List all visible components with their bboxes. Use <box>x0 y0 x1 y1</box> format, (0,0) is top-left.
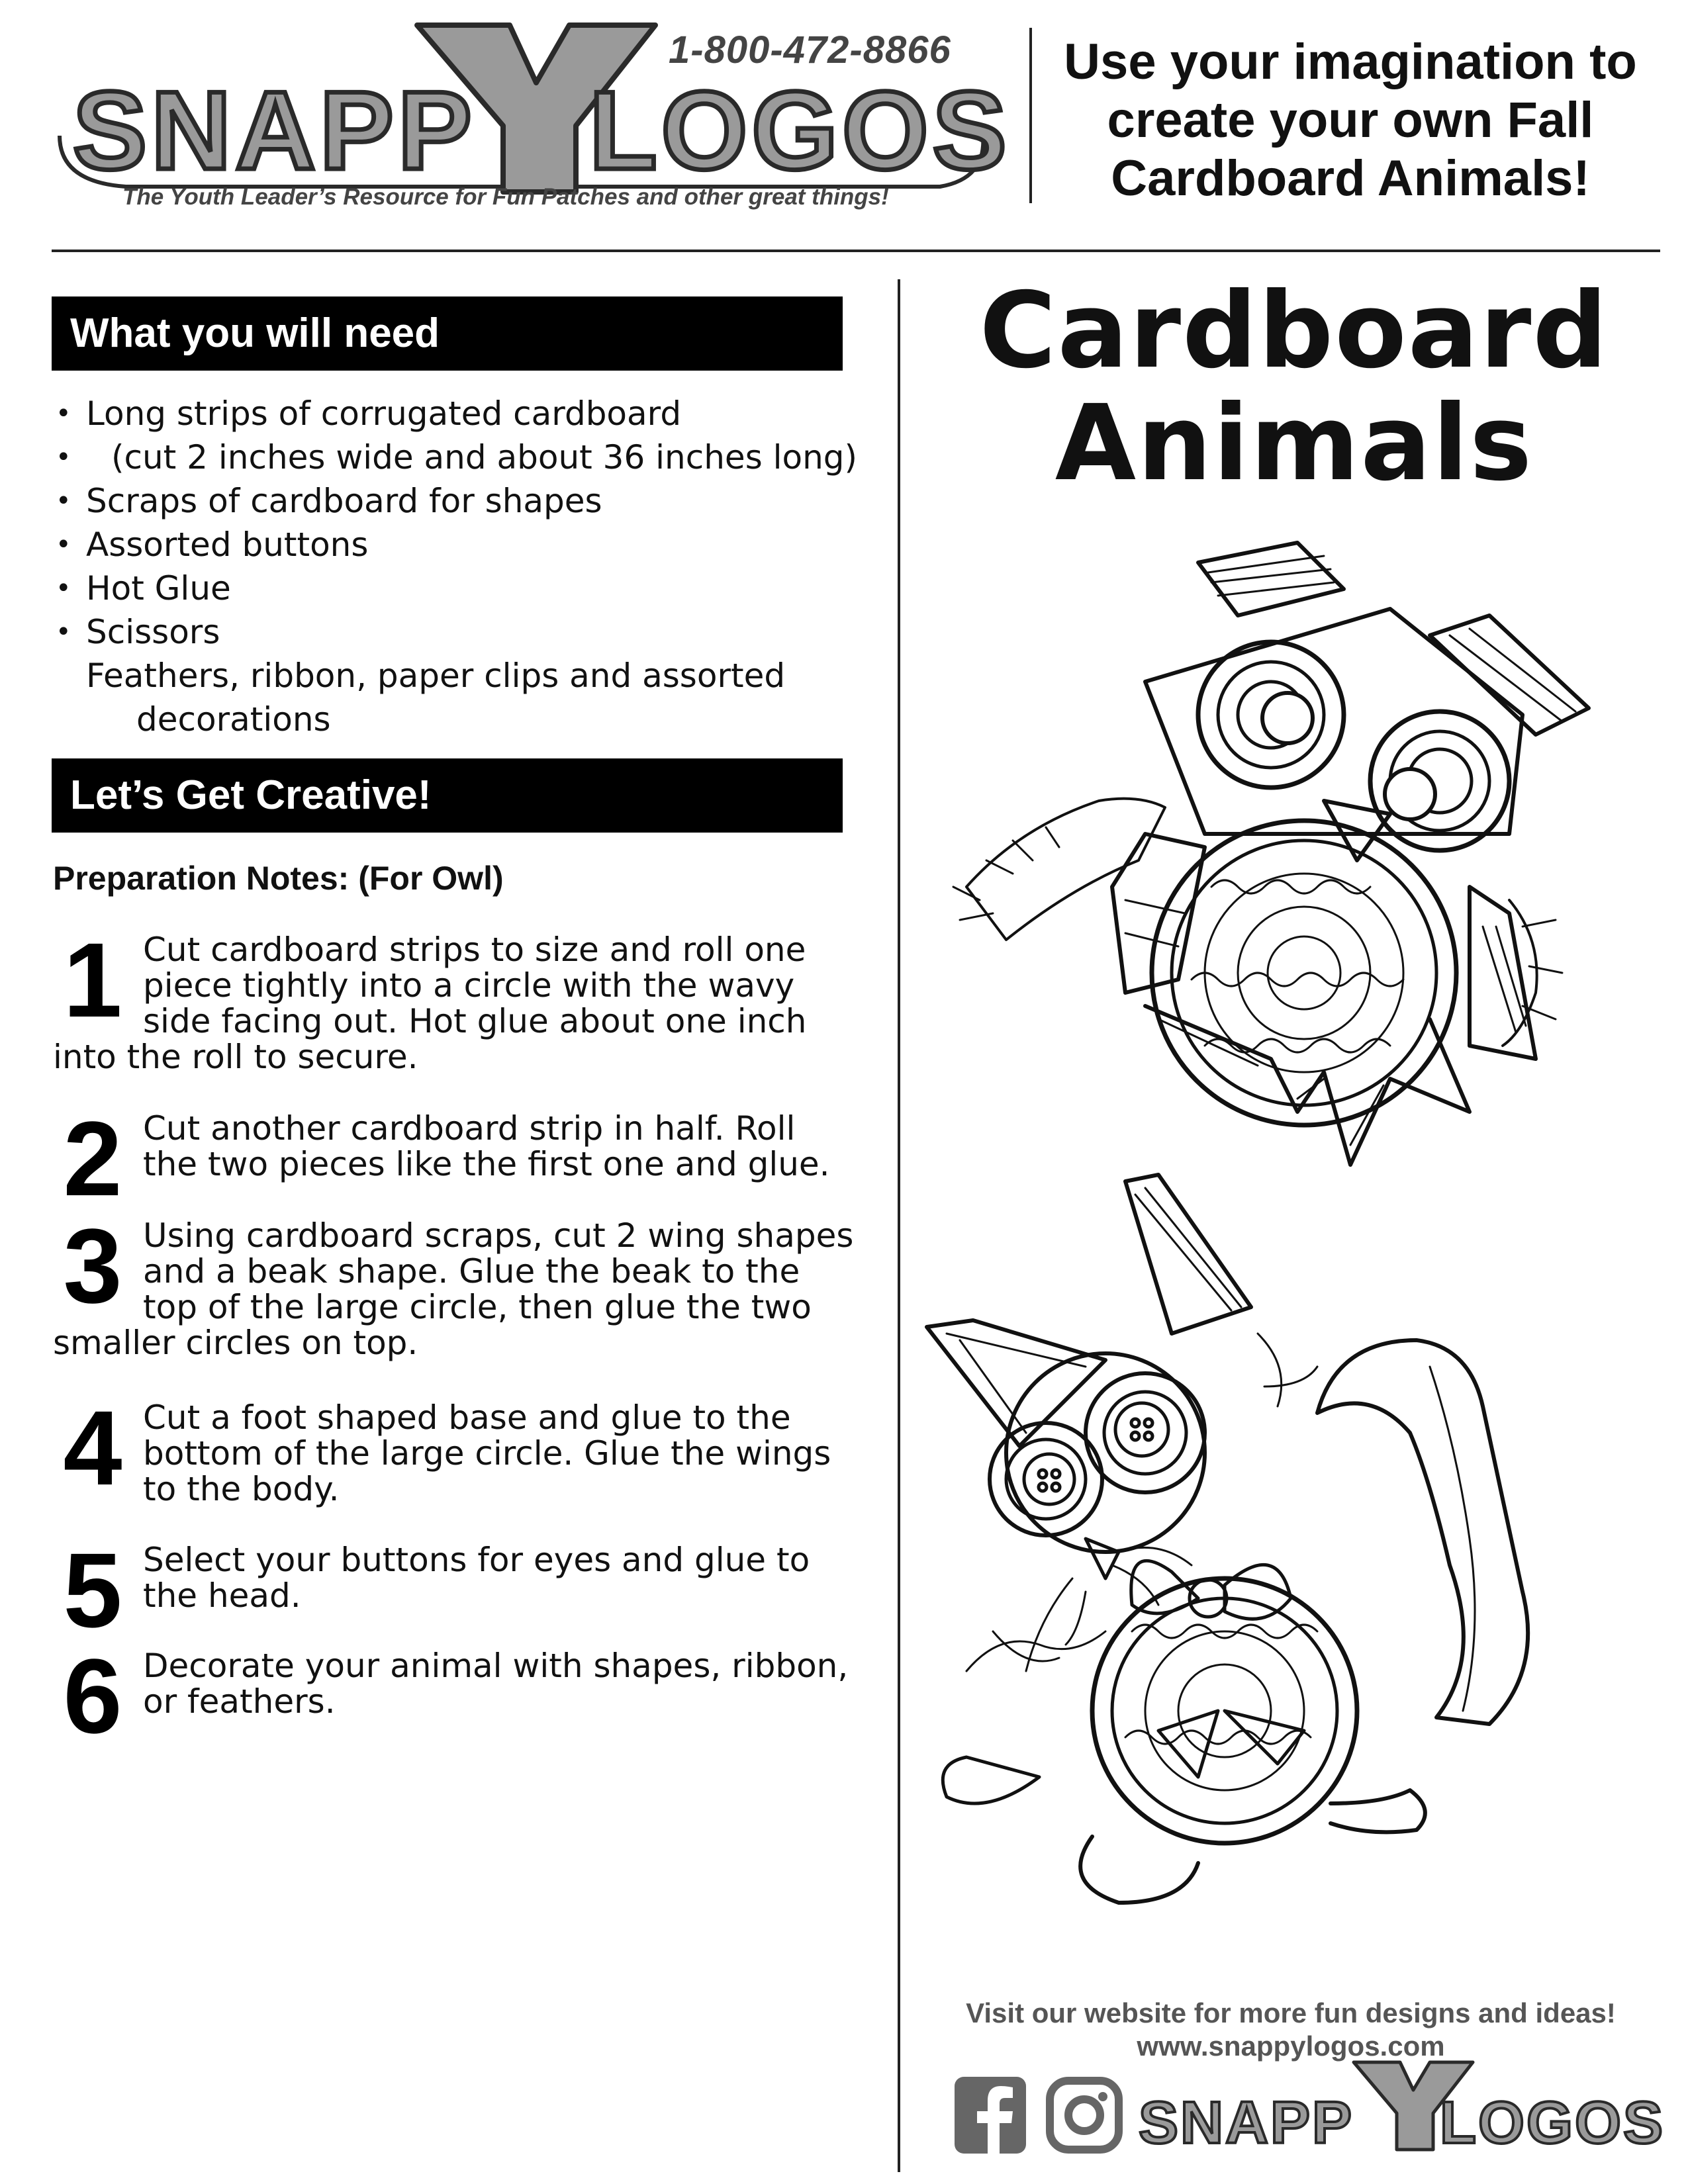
list-item: • Long strips of corrugated cardboard <box>52 392 872 435</box>
step-3 <box>53 1206 857 1362</box>
owl-illustration <box>927 516 1609 1185</box>
step-text: Cut a foot shaped base and glue to the bottom of the large circle. Glue the wings to the body. <box>143 1398 831 1508</box>
header-headline <box>1036 33 1665 208</box>
step-number: 1 <box>63 921 122 1039</box>
footer-logo-text-right: LOGOS <box>1440 2090 1665 2156</box>
step-number: 3 <box>63 1206 122 1325</box>
page-title-line1: Cardboard <box>979 270 1609 392</box>
phone-number: 1-800-472-8866 <box>669 28 951 71</box>
step-text: Cut cardboard strips to size and roll one piece tightly into a circle with the wavy side facing out. Hot glue about one inch into the roll to secure. <box>53 931 807 1076</box>
website-link[interactable]: www.snappylogos.com <box>1137 2030 1445 2062</box>
facebook-icon[interactable] <box>953 2075 1027 2155</box>
footer-logo-text-left: SNAPP <box>1139 2090 1354 2156</box>
list-item: • (cut 2 inches wide and about 36 inches long) <box>52 435 872 479</box>
instagram-icon[interactable] <box>1045 2075 1124 2155</box>
section-header-needs: What you will need <box>52 296 843 371</box>
bullet-icon: • <box>56 398 71 429</box>
bullet-icon: • <box>56 617 71 647</box>
list-item: • Assorted buttons <box>52 523 872 567</box>
list-item: • Scraps of cardboard for shapes <box>52 479 872 523</box>
step-5 <box>53 1531 857 1649</box>
step-2 <box>53 1099 857 1218</box>
list-item: decorations <box>136 700 331 739</box>
bullet-icon: • <box>56 442 71 473</box>
bullet-icon: • <box>56 486 71 516</box>
step-number: 2 <box>63 1099 122 1218</box>
step-text: Select your buttons for eyes and glue to the head. <box>143 1541 810 1615</box>
cat-illustration <box>907 1168 1589 1995</box>
step-4 <box>53 1388 857 1508</box>
logo-text-left: SNAPP <box>73 68 476 193</box>
section-header-creative: Let’s Get Creative! <box>52 758 843 833</box>
list-item: • Scissors <box>52 610 872 654</box>
logo-text-right: LOGOS <box>589 68 1011 193</box>
step-1 <box>53 921 857 1076</box>
tagline: The Youth Leader’s Resource for Fun Patches and other great things! <box>122 184 889 210</box>
step-6 <box>53 1637 857 1755</box>
footer-brand-logo <box>1135 2057 1665 2163</box>
headline-line: create your own Fall <box>1107 92 1594 148</box>
column-divider <box>898 279 900 2172</box>
step-text: Decorate your animal with shapes, ribbon, or feathers. <box>143 1647 849 1721</box>
bullet-icon: • <box>56 573 71 604</box>
step-number: 4 <box>63 1388 122 1507</box>
step-text: Using cardboard scraps, cut 2 wing shapes and a beak shape. Glue the beak to the top of the large circle, then glue the two smaller circles on top. <box>53 1216 854 1362</box>
headline-line: Cardboard Animals! <box>1111 150 1590 206</box>
step-number: 6 <box>63 1637 122 1755</box>
header-divider <box>1029 28 1032 203</box>
materials-list <box>52 392 872 741</box>
headline-line: Use your imagination to <box>1064 34 1637 90</box>
page-title-line2: Animals <box>1055 383 1534 504</box>
prep-notes-title: Preparation Notes: (For Owl) <box>53 860 504 897</box>
header-rule <box>52 250 1660 252</box>
footer-visit-text: Visit our website for more fun designs and ideas! <box>966 1997 1616 2028</box>
step-text: Cut another cardboard strip in half. Roll the two pieces like the first one and glue. <box>143 1109 830 1183</box>
bullet-icon: • <box>56 529 71 560</box>
list-item: • Hot Glue <box>52 567 872 610</box>
step-number: 5 <box>63 1531 122 1649</box>
list-item: Feathers, ribbon, paper clips and assorted <box>86 657 786 695</box>
